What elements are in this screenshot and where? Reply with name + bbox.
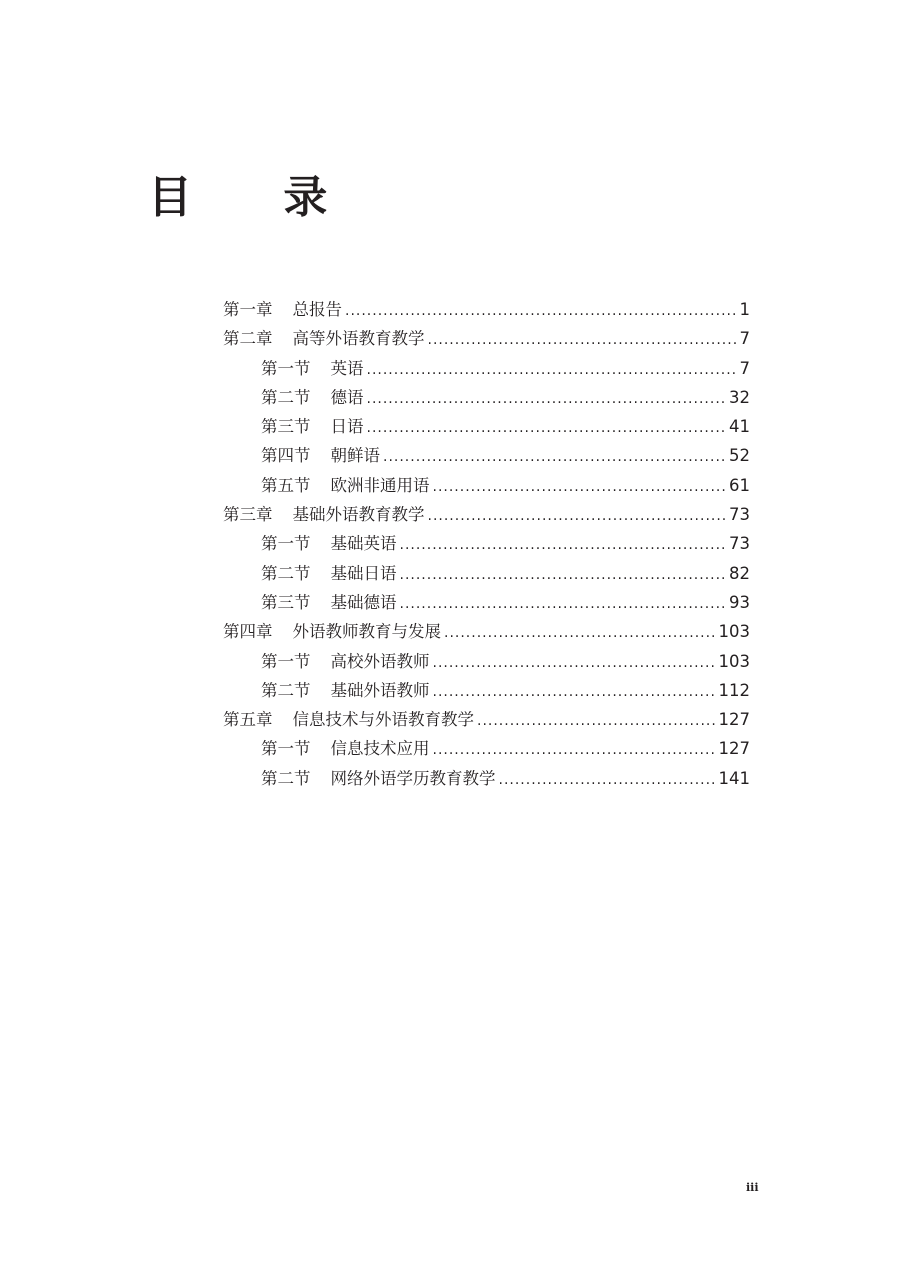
toc-entry-title: 外语教师教育与发展 [292, 622, 441, 642]
toc-entry-title: 网络外语学历教育教学 [330, 768, 496, 788]
toc-leader-dots [428, 326, 737, 355]
toc-entry-page: 1 [739, 300, 750, 319]
toc-entry-page: 82 [729, 563, 750, 583]
toc-entry[interactable] [223, 500, 750, 529]
toc-entry-title: 基础德语 [330, 592, 397, 612]
toc-entry-page: 61 [729, 475, 750, 495]
toc-leader-dots [400, 561, 727, 590]
toc-entry-label: 第三节 [261, 417, 311, 437]
toc-entry-title: 信息技术应用 [330, 739, 430, 759]
toc-entry-page: 141 [718, 768, 750, 788]
toc-entry-page: 127 [718, 739, 750, 759]
toc-entry[interactable] [223, 734, 750, 763]
toc-entry[interactable] [223, 295, 750, 324]
toc-entry-label: 第四节 [261, 446, 311, 466]
toc-entry-title: 英语 [330, 358, 364, 378]
toc-entry-title: 日语 [330, 417, 364, 437]
toc-entry[interactable] [223, 471, 750, 500]
toc-leader-dots [367, 385, 727, 414]
table-of-contents [223, 295, 750, 793]
toc-entry-label: 第二章 [223, 329, 273, 349]
toc-entry-page: 73 [729, 534, 750, 554]
toc-entry-title: 高等外语教育教学 [292, 329, 425, 349]
toc-leader-dots [383, 443, 726, 472]
toc-entry-title: 朝鲜语 [330, 446, 380, 466]
toc-leader-dots [345, 297, 737, 326]
toc-entry-label: 第二节 [261, 387, 311, 407]
toc-entry-page: 52 [729, 446, 750, 466]
toc-leader-dots [433, 473, 727, 502]
toc-entry[interactable] [223, 412, 750, 441]
toc-entry-title: 高校外语教师 [330, 651, 430, 671]
toc-leader-dots [444, 619, 716, 648]
toc-entry-page: 103 [718, 622, 750, 642]
toc-entry-label: 第五节 [261, 475, 311, 495]
toc-entry-page: 127 [718, 710, 750, 730]
toc-leader-dots [400, 531, 727, 560]
toc-entry[interactable] [223, 529, 750, 558]
toc-leader-dots [367, 356, 737, 385]
toc-entry-title: 总报告 [292, 300, 342, 319]
toc-entry-label: 第一节 [261, 534, 311, 554]
toc-entry-label: 第二节 [261, 563, 311, 583]
toc-leader-dots [499, 766, 716, 795]
toc-entry-page: 7 [739, 358, 750, 378]
toc-entry[interactable] [223, 354, 750, 383]
page-title: 目 录 [148, 172, 366, 223]
toc-entry-title: 欧洲非通用语 [330, 475, 430, 495]
toc-entry-page: 103 [718, 651, 750, 671]
toc-entry-page: 112 [718, 680, 750, 700]
toc-entry-label: 第一章 [223, 300, 273, 319]
toc-entry[interactable] [223, 617, 750, 646]
toc-entry-label: 第三章 [223, 505, 273, 525]
toc-leader-dots [433, 649, 716, 678]
toc-leader-dots [367, 414, 727, 443]
toc-leader-dots [433, 736, 716, 765]
toc-entry-title: 信息技术与外语教育教学 [292, 710, 474, 730]
toc-entry-page: 41 [729, 417, 750, 437]
page-number: iii [746, 1181, 759, 1194]
toc-entry-title: 基础英语 [330, 534, 397, 554]
toc-entry-label: 第一节 [261, 358, 311, 378]
toc-entry-page: 32 [729, 387, 750, 407]
toc-entry-label: 第二节 [261, 768, 311, 788]
toc-leader-dots [428, 502, 727, 531]
toc-entry[interactable] [223, 647, 750, 676]
toc-entry-title: 德语 [330, 387, 364, 407]
toc-entry-label: 第二节 [261, 680, 311, 700]
toc-entry-page: 7 [739, 329, 750, 349]
toc-entry-page: 93 [729, 592, 750, 612]
toc-leader-dots [400, 590, 727, 619]
toc-entry[interactable] [223, 764, 750, 793]
toc-leader-dots [477, 707, 716, 736]
toc-entry[interactable] [223, 588, 750, 617]
toc-entry-page: 73 [729, 505, 750, 525]
toc-entry[interactable] [223, 676, 750, 705]
toc-entry-label: 第一节 [261, 651, 311, 671]
toc-entry[interactable] [223, 705, 750, 734]
toc-entry-label: 第一节 [261, 739, 311, 759]
toc-entry-label: 第四章 [223, 622, 273, 642]
toc-entry[interactable] [223, 324, 750, 353]
toc-entry-title: 基础日语 [330, 563, 397, 583]
toc-entry-title: 基础外语教育教学 [292, 505, 425, 525]
toc-entry-label: 第五章 [223, 710, 273, 730]
toc-entry-title: 基础外语教师 [330, 680, 430, 700]
toc-leader-dots [433, 678, 716, 707]
toc-entry[interactable] [223, 559, 750, 588]
toc-entry[interactable] [223, 383, 750, 412]
toc-entry-label: 第三节 [261, 592, 311, 612]
toc-entry[interactable] [223, 441, 750, 470]
